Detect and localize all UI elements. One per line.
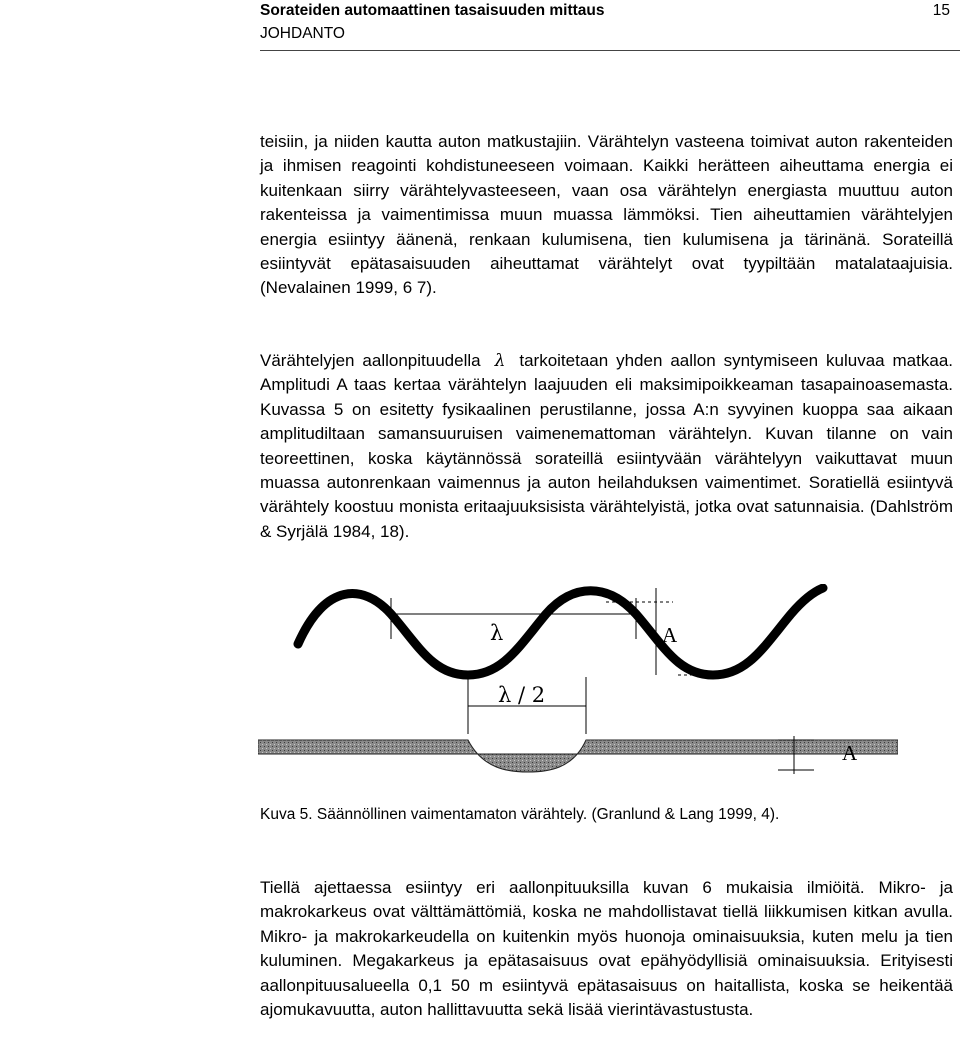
document-title: Sorateiden automaattinen tasaisuuden mittaus — [260, 2, 605, 19]
page-header — [260, 0, 960, 52]
paragraph-wavelength-body: tarkoitetaan yhden aallon syntymiseen kuluvaa matkaa. Amplitudi A taas kertaa värähtelyn laajuuden eli maksimipoikkeaman tasapainoasemasta. Kuvassa 5 on esitetty fysikaalinen perustilanne, jossa A:n syvyinen kuoppa saa aikaan amplitudiltaan samansuuruisen vaimenemattoman värähtelyn. Kuvan tilanne on vain teoreettinen, koska käytännössä sorateillä esiintyvään värähtelyyn vaikuttavat muun muassa autonrenkaan vaimennus ja auton heilahduksen vaimentimet. Soratiellä esiintyvä värähtely koostuu monista eritaajuuksisista värähtelyistä, jotka ovat satunnaisia. (Dahlström & Syrjälä 1984, 18). — [260, 351, 953, 541]
header-divider — [260, 50, 960, 51]
paragraph-roughness: Tiellä ajettaessa esiintyy eri aallonpituuksilla kuvan 6 mukaisia ilmiöitä. Mikro- ja makrokarkeus ovat välttämättömiä, koska ne mahdollistavat tiellä liikkumisen kitkan avulla. Mikro- ja makrokarkeudella on kuitenkin myös huonoja ominaisuuksia, kuten melu ja tien kuluminen. Megakarkeus ja epätasaisuus ovat epähyödyllisiä ominaisuuksia. Erityisesti aallonpituusalueella 0,1 50 m esiintyvä epätasaisuus on haitallista, koska se heikentää ajomukavuutta, auton hallittavuutta sekä lisää vierintävastustusta. — [260, 878, 953, 1020]
amplitude-label-top: A — [662, 623, 678, 647]
figure-caption: Kuva 5. Säännöllinen vaimentamaton värähtely. (Granlund & Lang 1999, 4). — [260, 806, 780, 823]
wavelength-label: λ — [490, 621, 504, 645]
wave-figure — [258, 584, 898, 784]
paragraph-vibration-response: teisiin, ja niiden kautta auton matkustajiin. Värähtelyn vasteena toimivat auton rakenteiden ja ihmisen reagointi kohdistuneeseen voimaan. Kaikki herätteen aiheuttama energia ei kuitenkaan siirry värähtelyvasteeseen, vaan osa värähtelyn energiasta muuttuu auton rakenteissa ja vaimentimissa muun muassa lämmöksi. Tien aiheuttamien värähtelyjen energia esiintyy äänenä, renkaan kulumisena, tien kulumisena ja tärinänä. Sorateillä esiintyvät epätasaisuuden aiheuttamat värähtelyt ovat tyypiltään matalataajuisia. (Nevalainen 1999, 6 7). — [260, 132, 953, 298]
paragraph-wavelength-intro: Värähtelyjen aallonpituudella — [260, 351, 481, 370]
amplitude-label-bottom: A — [842, 741, 858, 765]
half-wavelength-label: λ / 2 — [498, 683, 546, 707]
lambda-symbol: λ — [494, 351, 506, 371]
page-number: 15 — [932, 2, 950, 19]
section-name: JOHDANTO — [260, 25, 345, 42]
road-surface — [258, 740, 898, 772]
paragraph-wavelength — [260, 349, 953, 544]
sine-wave — [298, 588, 823, 675]
